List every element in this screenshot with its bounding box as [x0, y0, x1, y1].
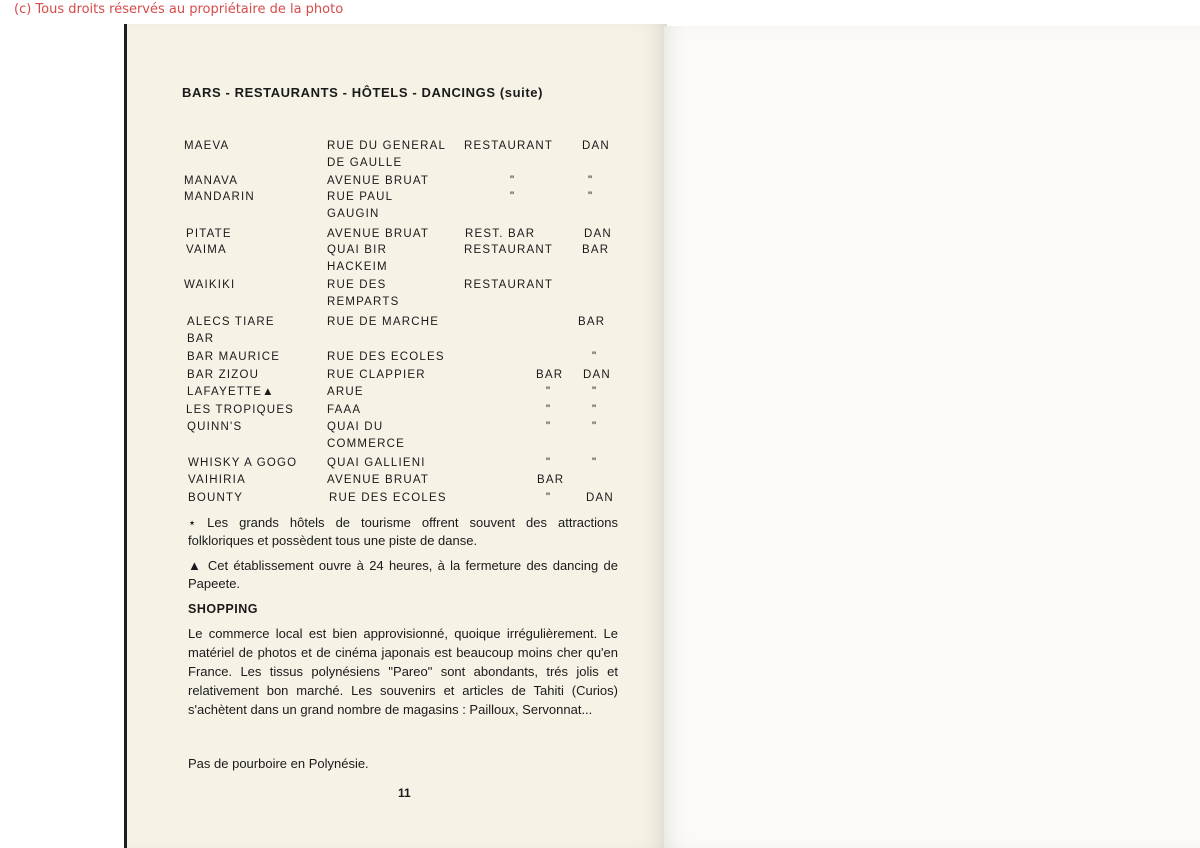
listing-name: MANAVA — [184, 175, 239, 187]
listing-type: RESTAURANT — [464, 279, 554, 291]
listing-address: RUE DES ECOLES — [327, 351, 445, 363]
listing-address: ARUE — [327, 386, 364, 398]
establishment-listing — [184, 140, 624, 510]
listing-type: RESTAURANT — [464, 140, 554, 152]
listing-dancing: " — [592, 457, 598, 469]
listing-dancing: " — [592, 404, 598, 416]
listing-name: VAIMA — [186, 244, 227, 256]
listing-name: WAIKIKI — [184, 279, 236, 291]
listing-type: " — [510, 191, 516, 203]
listing-dancing: " — [588, 175, 594, 187]
listing-address-line2: HACKEIM — [327, 261, 388, 273]
listing-dancing: DAN — [584, 228, 612, 240]
listing-name: BAR ZIZOU — [187, 369, 260, 381]
listing-address-line2: DE GAULLE — [327, 157, 403, 169]
listing-type: BAR — [537, 474, 565, 486]
listing-type: " — [546, 404, 552, 416]
right-page-blank — [664, 26, 1200, 848]
listing-name: MAEVA — [184, 140, 230, 152]
listing-dancing: BAR — [582, 244, 610, 256]
listing-address: FAAA — [327, 404, 362, 416]
listing-dancing: DAN — [583, 369, 611, 381]
listing-address: RUE PAUL — [327, 191, 394, 203]
listing-name: MANDARIN — [184, 191, 255, 203]
listing-type: " — [546, 386, 552, 398]
listing-address: AVENUE BRUAT — [327, 228, 430, 240]
footnote-hotels: ⋆ Les grands hôtels de tourisme offrent souvent des attractions folkloriques et possèdent tous une piste de danse. — [188, 515, 618, 548]
listing-name: BOUNTY — [188, 492, 244, 504]
listing-address: RUE DU GENERAL — [327, 140, 447, 152]
heading-suite: (suite) — [499, 85, 544, 100]
copyright-watermark: (c) Tous droits réservés au propriétaire de la photo — [14, 2, 344, 17]
listing-type: BAR — [536, 369, 564, 381]
shopping-title: SHOPPING — [188, 602, 258, 616]
listing-address: RUE DES — [327, 279, 387, 291]
listing-type: REST. BAR — [465, 228, 536, 240]
footnote-lafayette: ▲ Cet établissement ouvre à 24 heures, à la fermeture des dancing de Papeete. — [188, 558, 618, 591]
listing-address: QUAI DU — [327, 421, 384, 433]
listing-address: RUE DE MARCHE — [327, 316, 440, 328]
heading-main: BARS - RESTAURANTS - HÔTELS - DANCINGS — [182, 85, 496, 100]
listing-address: RUE DES ECOLES — [329, 492, 447, 504]
listing-dancing: " — [592, 421, 598, 433]
listing-type: " — [546, 492, 552, 504]
listing-name: ALECS TIARE — [187, 316, 275, 328]
listing-name: VAIHIRIA — [188, 474, 246, 486]
page-number: 11 — [398, 786, 411, 800]
listing-name: PITATE — [186, 228, 232, 240]
tipping-note: Pas de pourboire en Polynésie. — [188, 756, 369, 771]
listing-name: BAR MAURICE — [187, 351, 281, 363]
listing-dancing: BAR — [578, 316, 606, 328]
footnotes — [188, 514, 618, 600]
shopping-paragraph: Le commerce local est bien approvisionné, quoique irrégulièrement. Le matériel de photos et de cinéma japonais est beaucoup moins cher qu'en France. Les tissus polynésiens "Pareo" sont abondants, trés jolis et relativement bon marché. Les souvenirs et articles de Tahiti (Curios) s'achètent dans un grand nombre de magasins : Pailloux, Servonnat... — [188, 626, 618, 717]
listing-dancing: " — [592, 351, 598, 363]
listing-address-line2: GAUGIN — [327, 208, 380, 220]
listing-type: " — [510, 175, 516, 187]
listing-address-line2: COMMERCE — [327, 438, 405, 450]
listing-name: QUINN'S — [187, 421, 243, 433]
listing-address: RUE CLAPPIER — [327, 369, 426, 381]
listing-type: RESTAURANT — [464, 244, 554, 256]
listing-type: " — [546, 457, 552, 469]
listing-dancing: DAN — [582, 140, 610, 152]
listing-address: QUAI GALLIENI — [327, 457, 426, 469]
listing-address: AVENUE BRUAT — [327, 175, 430, 187]
listing-dancing: " — [592, 386, 598, 398]
listing-address: QUAI BIR — [327, 244, 388, 256]
listing-name: WHISKY A GOGO — [188, 457, 298, 469]
section-heading — [182, 85, 543, 100]
listing-address-line2: REMPARTS — [327, 296, 400, 308]
listing-dancing: DAN — [586, 492, 614, 504]
listing-address: AVENUE BRUAT — [327, 474, 430, 486]
listing-type: " — [546, 421, 552, 433]
listing-dancing: " — [588, 191, 594, 203]
listing-name-line2: BAR — [187, 333, 215, 345]
listing-name: LES TROPIQUES — [186, 404, 295, 416]
listing-name: LAFAYETTE▲ — [187, 386, 275, 398]
